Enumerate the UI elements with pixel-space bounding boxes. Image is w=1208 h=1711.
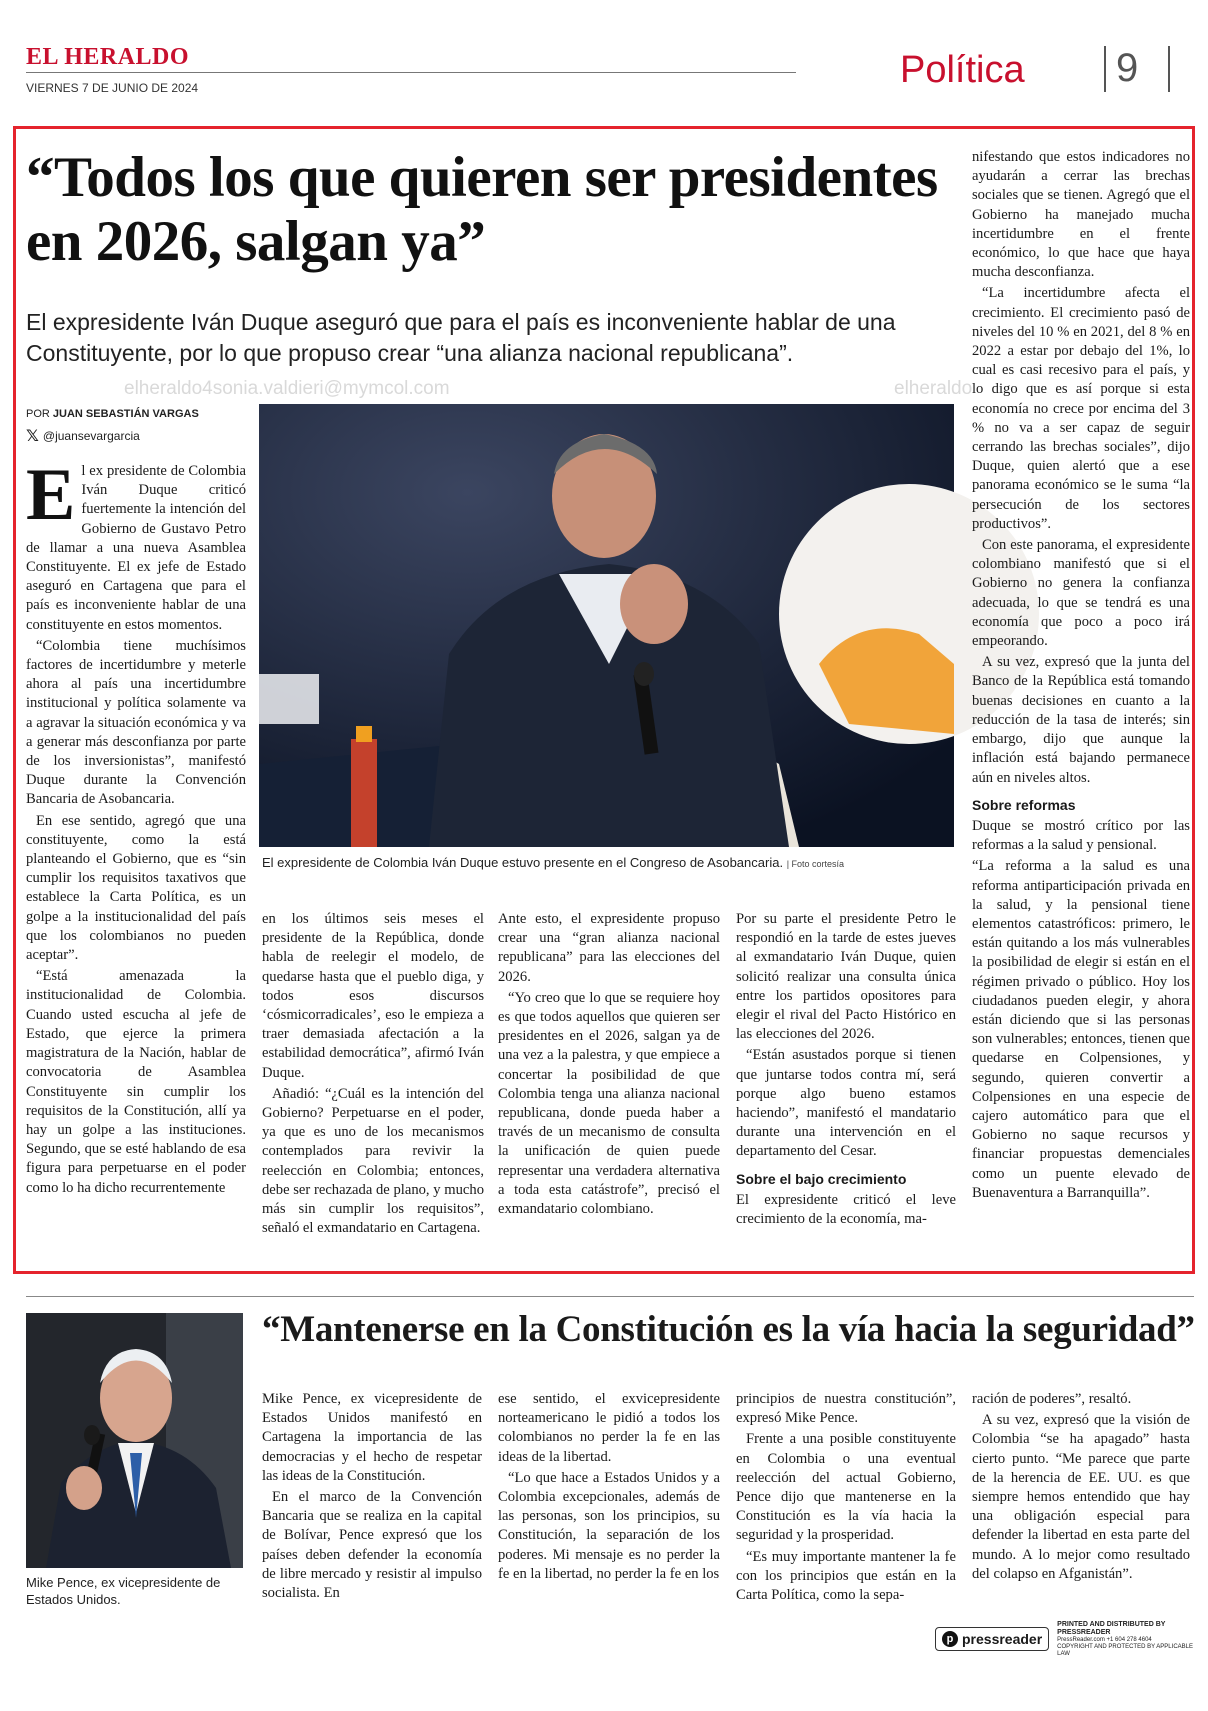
page-separator	[1168, 46, 1170, 92]
article-deck: El expresidente Iván Duque aseguró que para el país es inconveniente hablar de una Constituyente, por lo que propuso crear “una alianza nacional republicana”.	[26, 309, 896, 366]
duque-photo	[259, 404, 954, 847]
section-divider	[26, 1296, 1194, 1297]
pressreader-icon: p	[942, 1631, 958, 1647]
photo-credit: | Foto cortesía	[786, 859, 845, 869]
paragraph: Con este panorama, el expresidente colombiano manifestó que si el Gobierno no genera la confianza adecuada, lo que se tendrá es una economía que poco a poco irá empeorando.	[972, 537, 1190, 650]
subhead-reforms: Sobre reformas	[972, 796, 1076, 813]
pence-photo-illustration	[26, 1313, 243, 1568]
pressreader-notice	[1057, 1621, 1197, 1658]
byline	[26, 408, 199, 420]
paragraph: “Están asustados porque si tienen que juntarse todos contra mí, será porque algo bueno estamos haciendo”, manifestó el mandatario durante una intervención en el departamento del Cesar.	[736, 1047, 956, 1160]
paragraph: Mike Pence, ex vicepresidente de Estados Unidos manifestó en Cartagena la importancia de las democracias y el hecho de respetar las ideas de la Constitución.	[262, 1391, 482, 1484]
paragraph: ese sentido, el exvicepresidente norteamericano le pidió a todos los colombianos no perder la fe en las ideas de la libertad.	[498, 1391, 720, 1465]
drop-cap: E	[26, 454, 76, 536]
photo-caption	[262, 855, 962, 870]
edition-date: VIERNES 7 DE JUNIO DE 2024	[26, 81, 199, 95]
article2-column-4	[972, 1390, 1190, 1586]
author-handle-text: @juansevargarcia	[42, 428, 140, 443]
photo-credit-text: Foto cortesía	[791, 859, 845, 869]
notice-title: PRINTED AND DISTRIBUTED BY PRESSREADER	[1057, 1620, 1166, 1636]
paragraph: El expresidente criticó el leve crecimiento de la economía, ma-	[736, 1191, 956, 1228]
paragraph: Ante esto, el expresidente propuso crear una “gran alianza nacional republicana” para las elecciones del 2026.	[498, 911, 720, 985]
paragraph: “Es muy importante mantener la fe con los principios que están en la Carta Política, como la sepa-	[736, 1548, 956, 1604]
paragraph: “Colombia tiene muchísimos factores de incertidumbre y meterle ahora al país una incertidumbre institucional y política solamente va a agravar la situación económica y va a generar más desconfianza por parte de los inversionistas”, manifestó Duque durante la Convención Bancaria de Asobancaria.	[26, 637, 246, 808]
watermark: elheraldo	[894, 378, 973, 399]
photo-caption-text: El expresidente de Colombia Iván Duque estuvo presente en el Congreso de Asobancaria.	[262, 855, 784, 870]
paragraph: A su vez, expresó que la junta del Banco de la República está tomando buenas decisiones en cuanto a la reducción de la tasa de interés; sin embargo, dijo que aunque la inflación está bajando permanece aún en niveles altos.	[972, 654, 1190, 786]
byline-prefix: POR	[26, 408, 50, 420]
author-handle	[26, 426, 140, 445]
pressreader-label: pressreader	[962, 1631, 1043, 1647]
masthead	[26, 44, 1196, 104]
article2-column-1	[262, 1390, 482, 1605]
article-headline: “Todos los que quieren ser presidentes en 2026, salgan ya”	[26, 146, 938, 273]
paragraph: “La incertidumbre afecta el crecimiento. El crecimiento pasó de niveles del 10 % en 2021, del 8 % en 2022 a estar por debajo del 1%, lo cual es casi recesivo para el país, y lo digo que es así porque si esta economía no crece por encima del 3 % no va a ser capaz de seguir cerrando las brechas sociales”, dijo Duque, quien alertó que a ese panorama económico se le suma “la persecución de los sectores productivos”.	[972, 285, 1190, 532]
x-logo-icon: 𝕏	[26, 426, 39, 445]
paragraph: ración de poderes”, resaltó.	[972, 1391, 1132, 1407]
watermark: elheraldo4sonia.valdieri@mymcol.com	[124, 378, 450, 399]
paragraph: Frente a una posible constituyente en Colombia o una eventual reelección del actual Gobierno, Pence dijo que mantenerse en la Constitución es la vía hacia la seguridad y la prosperidad.	[736, 1431, 956, 1544]
article-column-3	[498, 910, 720, 1221]
page-number: 9	[1116, 46, 1139, 90]
article-column-2	[262, 910, 484, 1240]
pence-photo-caption: Mike Pence, ex vicepresidente de Estados Unidos.	[26, 1575, 221, 1607]
paragraph: Duque se mostró crítico por las reformas a la salud y pensional.	[972, 817, 1190, 854]
paragraph: A su vez, expresó que la visión de Colombia “se ha apagado” hasta cierto punto. “Me parece que parte de la herencia de EE. UU. es que siempre hemos entendido que hay una obligación especial para defender la libertad en esta parte del mundo. A lo mejor como resultado del colapso en Afganistán”.	[972, 1412, 1190, 1582]
paragraph: nifestando que estos indicadores no ayudarán a cerrar las brechas sociales que se tienen. Agregó que el Gobierno ha manejado mucha incertidumbre en el frente económico, lo que hace que haya mucha desconfianza.	[972, 149, 1190, 281]
article-column-4	[736, 910, 956, 1231]
duque-photo-illustration	[259, 404, 954, 847]
page-separator	[1104, 46, 1106, 92]
paragraph: Por su parte el presidente Petro le respondió en la tarde de estes jueves al exmandatario Iván Duque, quien solicitó realizar una consulta única entre los partidos opositores para elegir el rival del Pacto Histórico en las elecciones del 2026.	[736, 911, 956, 1043]
article2-column-3	[736, 1390, 956, 1607]
pence-photo	[26, 1313, 243, 1568]
lead-paragraph	[26, 454, 246, 635]
paragraph: “Está amenazada la institucionalidad de Colombia. Cuando usted escucha al jefe de Estado, que ejerce la primera magistratura de la Nación, hablar de convocatoria de Asamblea Constituyente sin cumplir los requisitos de la Constitución, allí ya hay un golpe a las instituciones. Segundo, que se esté hablando de esa figura para perpetuarse en el poder como lo ha dicho recurrentemente	[26, 968, 246, 1196]
lead-paragraph-text: l ex presidente de Colombia Iván Duque criticó fuertemente la intención del Gobierno de Gustavo Petro de llamar a una nueva Asamblea Constituyente. El ex jefe de Estado aseguró en Cartagena que para el país es inconveniente hablar de una constituyente en estos momentos.	[26, 463, 246, 633]
article-column-1	[26, 454, 246, 1200]
newspaper-brand: EL HERALDO	[26, 44, 190, 70]
pressreader-logo[interactable]	[935, 1627, 1049, 1651]
paragraph: “Yo creo que lo que se requiere hoy es que todos aquellos que quieren ser presidentes en el 2026, salgan ya de una vez a la palestra, y que empiece a concertar la posibilidad de que Colombia tenga una alianza nacional republicana, donde pueda haber a través de un mecanismo de consulta la unificación de quien puede representar una verdadera alternativa a toda esta catástrofe”, precisó el exmandatario colombiano.	[498, 989, 720, 1218]
masthead-rule	[26, 72, 796, 73]
paragraph: En el marco de la Convención Bancaria que se realiza en la capital de Bolívar, Pence expresó que los países deben defender la economía de libre mercado y resistir al impulso socialista. En	[262, 1489, 482, 1602]
paragraph: “La reforma a la salud es una reforma antiparticipación privada en la salud, y la pensional tiene elementos catastróficos: primero, le están quitando a los más vulnerables la posibilidad de elegir si están en el régimen privado o público. Hoy los ciudadanos pueden elegir, y ahora están diciendo que si las personas son vulnerables; entonces, tienen que quedarse en Colpensiones, y segundo, quieren convertir a Colpensiones en una especie de cajero automático para que el Gobierno no saque recursos y financiar propuestas demenciales como un puente elevado de Buenaventura a Barranquilla”.	[972, 858, 1190, 1201]
notice-copyright: COPYRIGHT AND PROTECTED BY APPLICABLE LAW	[1057, 1643, 1193, 1657]
notice-line: PressReader.com +1 604 278 4604	[1057, 1636, 1152, 1643]
pressreader-badge[interactable]	[935, 1620, 1197, 1657]
subhead-growth: Sobre el bajo crecimiento	[736, 1170, 907, 1187]
paragraph: principios de nuestra constitución”, expresó Mike Pence.	[736, 1391, 956, 1427]
article-column-5	[972, 148, 1190, 1205]
article2-headline: “Mantenerse en la Constitución es la vía hacia la seguridad”	[262, 1309, 1195, 1350]
paragraph: Añadió: “¿Cuál es la intención del Gobierno? Perpetuarse en el poder, ya que es uno de los mecanismos contemplados para revivir la reelección en Colombia; entonces, debe ser rechazada de plano, y mucho más sin cumplir los requisitos”, señaló el exmandatario en Cartagena.	[262, 1085, 484, 1237]
author-name: JUAN SEBASTIÁN VARGAS	[52, 408, 199, 420]
paragraph: en los últimos seis meses el presidente de la República, donde habla de reelegir el modelo, de quedarse hasta que el pueblo diga, y todos esos discursos ‘cósmicorradicales’, eso le empieza a traer demasiada afectación a la estabilidad democrática”, afirmó Iván Duque.	[262, 911, 484, 1081]
section-name: Política	[900, 49, 1025, 91]
paragraph: En ese sentido, agregó que una constituyente, como la está planteando el Gobierno, que es “sin cumplir los requisitos taxativos que establece la Carta Política, es un golpe a la institucionalidad del país que los colombianos no pueden aceptar”.	[26, 812, 246, 964]
article2-column-2	[498, 1390, 720, 1586]
paragraph: “Lo que hace a Estados Unidos y a Colombia excepcionales, además de las personas, son los principios, su Constitución, la separación de los poderes. Mi mensaje es no perder la fe en la libertad, no perder la fe en los	[498, 1469, 720, 1582]
